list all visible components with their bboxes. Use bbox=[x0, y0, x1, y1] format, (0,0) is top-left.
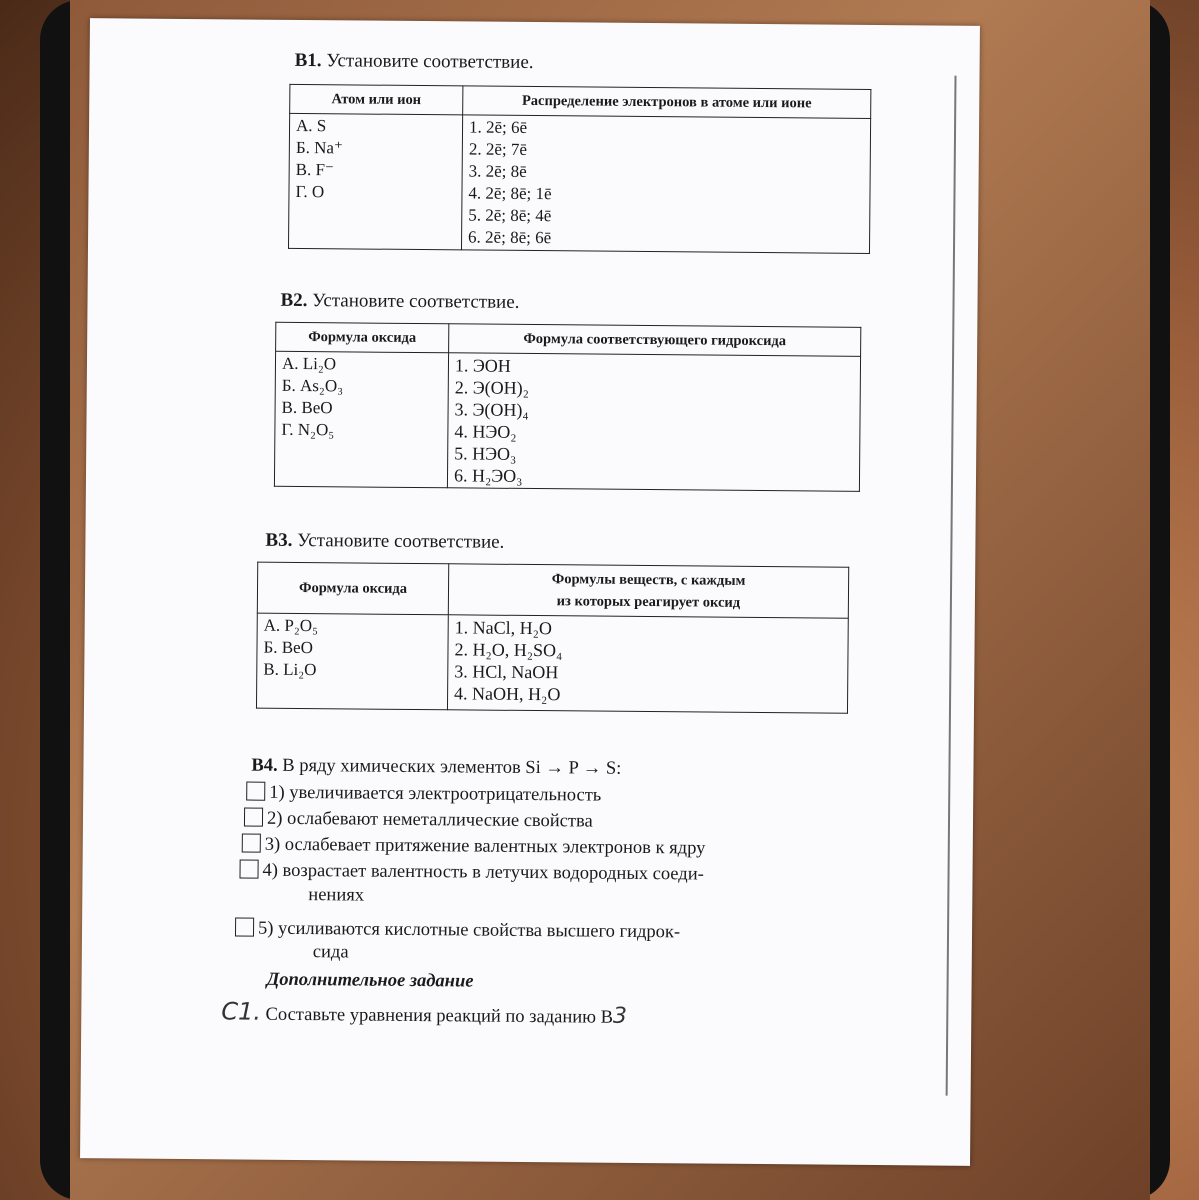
c1-handwritten-suffix: 3 bbox=[612, 1003, 628, 1029]
b2-right-item: 1. ЭOH bbox=[454, 355, 511, 376]
b3-table bbox=[256, 562, 849, 714]
b3-title bbox=[265, 530, 504, 554]
b3-number: В3. bbox=[265, 529, 293, 551]
b2-col2-header: Формула соответствующего гидроксида bbox=[449, 324, 861, 357]
b1-title-text: Установите соответствие. bbox=[326, 50, 534, 74]
b1-right-item: 3. 2ē; 8ē bbox=[468, 161, 527, 181]
b1-right-item: 5. 2ē; 8ē; 4ē bbox=[468, 205, 552, 226]
b2-title-text: Установите соответствие. bbox=[312, 290, 520, 313]
b2-right-item: 3. Э(OH)₄ bbox=[454, 399, 529, 420]
b3-left-cell bbox=[256, 613, 448, 710]
b4-option-label: 4) возрастает валентность в летучих водородных соеди- bbox=[262, 860, 704, 885]
c1-handwritten-label: С1. bbox=[221, 997, 262, 1026]
b1-col2-header: Распределение электронов в атоме или ионе bbox=[463, 86, 871, 119]
b1-right-cell bbox=[461, 115, 870, 254]
extra-heading: Дополнительное задание bbox=[266, 969, 474, 992]
b4-option-2[interactable] bbox=[244, 808, 593, 833]
b1-right-item: 6. 2ē; 8ē; 6ē bbox=[468, 227, 552, 248]
checkbox[interactable] bbox=[239, 859, 258, 878]
b2-right-item: 6. H₂ЭO₃ bbox=[453, 465, 523, 486]
b4-option-4[interactable] bbox=[239, 859, 703, 885]
page-edge-line bbox=[946, 76, 957, 1096]
b3-title-text: Установите соответствие. bbox=[297, 529, 505, 553]
b2-right-cell bbox=[447, 353, 860, 492]
b3-left-item: А. P₂O₅ bbox=[263, 615, 319, 636]
b4-option-4-cont: нениях bbox=[308, 885, 365, 906]
b3-right-item: 2. H₂O, H₂SO₄ bbox=[454, 639, 563, 661]
b3-right-item: 4. NaOH, H₂O bbox=[454, 683, 561, 705]
b1-left-item: А. S bbox=[295, 115, 327, 136]
b3-left-item: Б. BeO bbox=[263, 637, 314, 658]
b3-right-item: 1. NaCl, H₂O bbox=[454, 617, 553, 639]
b4-option-1[interactable] bbox=[246, 782, 601, 807]
b2-left-cell bbox=[274, 351, 448, 488]
b3-col2-header-line: из которых реагирует оксид bbox=[556, 593, 741, 611]
b4-title bbox=[251, 756, 621, 780]
b4-title-text: В ряду химических элементов Si → P → S: bbox=[282, 755, 622, 779]
b2-left-item: В. BeO bbox=[281, 397, 333, 418]
b1-number: В1. bbox=[294, 49, 322, 72]
worksheet-page bbox=[80, 18, 980, 1166]
b4-option-5[interactable] bbox=[235, 917, 680, 943]
c1-text: Составьте уравнения реакций по заданию В bbox=[265, 1004, 614, 1028]
b2-left-item: Г. N₂O₅ bbox=[281, 419, 335, 440]
b2-number: В2. bbox=[280, 289, 308, 312]
b1-left-item: Г. O bbox=[295, 181, 325, 202]
b4-option-5-cont: сида bbox=[312, 942, 349, 963]
b1-left-item: В. F⁻ bbox=[295, 159, 335, 180]
b1-right-item: 1. 2ē; 6ē bbox=[468, 117, 528, 137]
b1-table bbox=[288, 84, 871, 254]
b4-option-3[interactable] bbox=[242, 833, 706, 859]
b2-right-item: 5. HЭO₃ bbox=[454, 443, 517, 464]
c1-line bbox=[221, 997, 627, 1029]
checkbox[interactable] bbox=[246, 782, 265, 801]
b1-left-cell bbox=[288, 113, 462, 250]
checkbox[interactable] bbox=[244, 808, 263, 827]
b2-left-item: А. Li₂O bbox=[281, 353, 337, 374]
b4-option-label: 5) усиливаются кислотные свойства высшего гидрок- bbox=[257, 918, 681, 943]
b4-option-label: 1) увеличивается электроотрицательность bbox=[269, 782, 602, 806]
b3-right-cell bbox=[447, 615, 848, 713]
b3-right-item: 3. HCl, NaOH bbox=[454, 661, 559, 683]
b2-table bbox=[274, 322, 861, 492]
b1-right-item: 4. 2ē; 8ē; 1ē bbox=[468, 183, 552, 204]
b2-left-item: Б. As₂O₃ bbox=[281, 375, 344, 396]
b2-col1-header: Формула оксида bbox=[276, 322, 449, 353]
b1-col1-header: Атом или ион bbox=[290, 84, 463, 115]
b4-option-label: 2) ослабевают неметаллические свойства bbox=[266, 808, 593, 832]
b1-right-item: 2. 2ē; 7ē bbox=[468, 139, 528, 159]
checkbox[interactable] bbox=[242, 833, 261, 852]
b4-number: В4. bbox=[251, 755, 278, 776]
b2-right-item: 4. HЭO₂ bbox=[454, 421, 517, 442]
checkbox[interactable] bbox=[235, 917, 254, 936]
b3-col1-header: Формула оксида bbox=[257, 562, 448, 615]
b2-right-item: 2. Э(OH)₂ bbox=[454, 377, 530, 398]
b3-col2-header bbox=[448, 564, 848, 618]
b3-left-item: В. Li₂O bbox=[263, 659, 317, 680]
b4-option-label: 3) ослабевает притяжение валентных электронов к ядру bbox=[264, 834, 706, 859]
b1-left-item: Б. Na⁺ bbox=[295, 137, 344, 158]
b2-title bbox=[280, 290, 519, 314]
b1-title bbox=[295, 50, 534, 74]
b3-col2-header-line: Формулы веществ, с каждым bbox=[551, 571, 746, 589]
